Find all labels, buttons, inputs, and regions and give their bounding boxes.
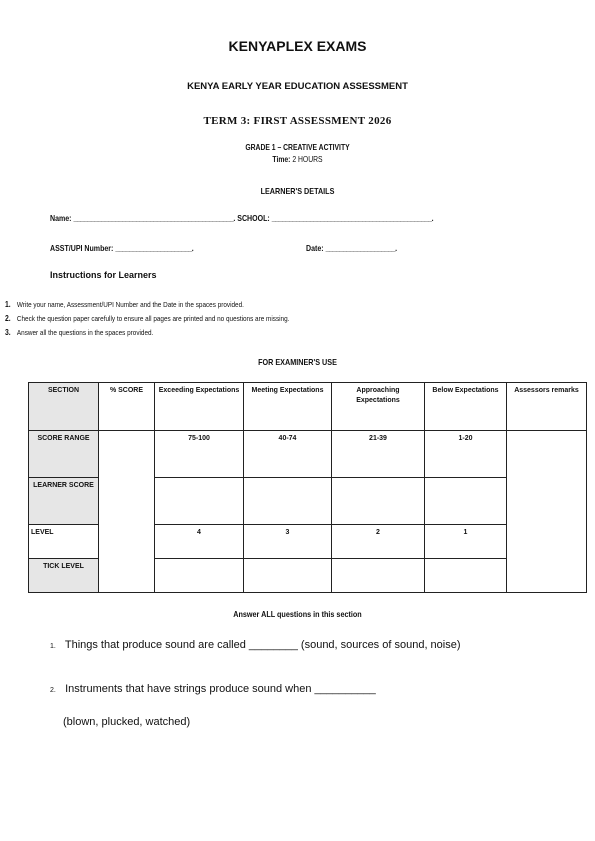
name-field[interactable]	[50, 214, 433, 223]
question-text: Things that produce sound are called ________ (sound, sources of sound, noise)	[64, 639, 461, 651]
name-line[interactable]: ______________________________________________	[73, 214, 234, 223]
question-number: 2.	[50, 687, 56, 694]
row-label-learner-score: LEARNER SCORE	[29, 478, 99, 525]
question-number: 1.	[50, 643, 56, 650]
instruction-text: Check the question paper carefully to ensure all pages are printed and no questions are missing.	[16, 314, 290, 323]
table-row-score-range	[29, 431, 587, 478]
level-approaching: 2	[332, 525, 425, 559]
school-line[interactable]: ______________________________________________.	[271, 214, 434, 223]
col-header-meeting: Meeting Expectations	[244, 383, 332, 431]
question-1	[50, 639, 461, 651]
level-below: 1	[425, 525, 507, 559]
learner-score-approaching[interactable]	[332, 478, 425, 525]
col-header-exceeding: Exceeding Expectations	[155, 383, 244, 431]
instruction-item	[5, 300, 244, 309]
exam-title: KENYAPLEX EXAMS	[228, 38, 367, 54]
question-text: Instruments that have strings produce sound when __________	[65, 683, 376, 695]
tick-meeting[interactable]	[244, 559, 332, 593]
learner-score-meeting[interactable]	[244, 478, 332, 525]
row-label-score-range: SCORE RANGE	[29, 431, 99, 478]
asst-label: ASST/UPI Number:	[50, 244, 114, 253]
row-label-tick-level: TICK LEVEL	[29, 559, 99, 593]
time-line	[45, 155, 551, 164]
instruction-number: 1.	[5, 300, 11, 309]
level-meeting: 3	[244, 525, 332, 559]
instruction-item	[5, 314, 289, 323]
term-heading: TERM 3: FIRST ASSESSMENT 2026	[203, 115, 392, 127]
asst-line[interactable]: ______________________.	[115, 244, 194, 253]
level-exceeding: 4	[155, 525, 244, 559]
examiner-table	[28, 382, 587, 593]
instructions-heading: Instructions for Learners	[50, 270, 157, 280]
learner-score-below[interactable]	[425, 478, 507, 525]
question-2	[50, 683, 376, 695]
grade-heading: GRADE 1 – CREATIVE ACTIVITY	[245, 143, 350, 152]
date-label: Date:	[306, 244, 324, 253]
col-header-section: SECTION	[29, 383, 99, 431]
col-header-below: Below Expectations	[425, 383, 507, 431]
row-label-level: LEVEL	[29, 525, 99, 559]
percent-score-cell[interactable]	[99, 431, 155, 593]
exam-subtitle: KENYA EARLY YEAR EDUCATION ASSESSMENT	[187, 81, 408, 92]
instruction-number: 3.	[5, 328, 11, 337]
instruction-text: Answer all the questions in the spaces provided.	[16, 328, 154, 337]
learner-details-heading: LEARNER'S DETAILS	[260, 186, 335, 196]
tick-exceeding[interactable]	[155, 559, 244, 593]
name-label: Name:	[50, 214, 72, 223]
table-header-row	[29, 383, 587, 431]
examiner-heading: FOR EXAMINER'S USE	[258, 357, 337, 367]
assessors-remarks-cell[interactable]	[507, 431, 587, 593]
range-approaching: 21-39	[332, 431, 425, 478]
date-line[interactable]: ____________________.	[325, 244, 397, 253]
instruction-number: 2.	[5, 314, 11, 323]
time-label: Time:	[272, 155, 291, 164]
learner-score-exceeding[interactable]	[155, 478, 244, 525]
tick-approaching[interactable]	[332, 559, 425, 593]
range-exceeding: 75-100	[155, 431, 244, 478]
range-below: 1-20	[425, 431, 507, 478]
tick-below[interactable]	[425, 559, 507, 593]
time-value: 2 HOURS	[292, 155, 323, 164]
instruction-text: Write your name, Assessment/UPI Number and the Date in the spaces provided.	[16, 300, 244, 309]
range-meeting: 40-74	[244, 431, 332, 478]
col-header-remarks: Assessors remarks	[507, 383, 587, 431]
section-heading: Answer ALL questions in this section	[233, 609, 362, 619]
date-field[interactable]	[306, 244, 397, 253]
asst-field[interactable]	[50, 244, 193, 253]
question-2-options: (blown, plucked, watched)	[63, 716, 191, 728]
instruction-item	[5, 328, 153, 337]
col-header-score: % SCORE	[99, 383, 155, 431]
school-label: . SCHOOL:	[233, 214, 270, 223]
col-header-approaching: Approaching Expectations	[332, 383, 425, 431]
